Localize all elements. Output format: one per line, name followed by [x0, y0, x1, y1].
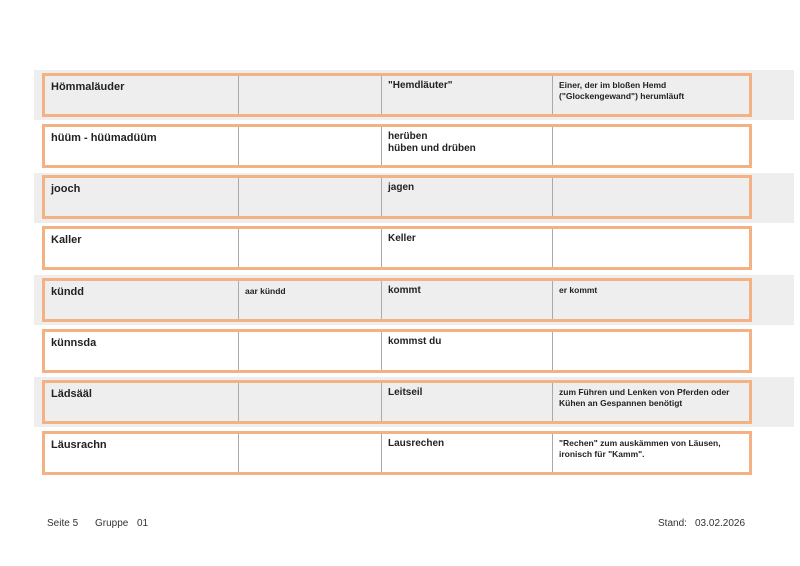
- word-cell: Kaller: [51, 234, 82, 246]
- group-label: Gruppe: [95, 518, 129, 529]
- table-row: [42, 73, 752, 117]
- form-cell: [238, 76, 381, 114]
- note-cell: [552, 229, 749, 267]
- table-row: [42, 124, 752, 168]
- meaning-cell: kommt: [381, 281, 552, 319]
- meaning-cell: Leitseil: [381, 383, 552, 421]
- meaning-cell: "Hemdläuter": [381, 76, 552, 114]
- page-number: Seite 5: [47, 518, 79, 529]
- word-cell: hüüm - hüümadüüm: [51, 132, 157, 144]
- table-row: [42, 329, 752, 373]
- word-cell: Hömmaläuder: [51, 81, 125, 93]
- date-label: Stand:: [658, 518, 687, 529]
- word-cell: Lädsääl: [51, 388, 92, 400]
- word-cell: jooch: [51, 183, 81, 195]
- table-row: [42, 380, 752, 424]
- meaning-cell: Keller: [381, 229, 552, 267]
- word-cell: kündd: [51, 286, 84, 298]
- date-value: 03.02.2026: [695, 518, 746, 529]
- group-value: 01: [137, 518, 149, 529]
- note-cell: "Rechen" zum auskämmen von Läusen, ironisch für "Kamm".: [552, 434, 749, 472]
- form-cell: [238, 332, 381, 370]
- form-cell: aar kündd: [238, 281, 381, 319]
- note-cell: [552, 178, 749, 216]
- note-cell: [552, 332, 749, 370]
- form-cell: [238, 434, 381, 472]
- meaning-cell: herüben hüben und drüben: [381, 127, 552, 165]
- note-cell: zum Führen und Lenken von Pferden oder Kühen an Gespannen benötigt: [552, 383, 749, 421]
- table-row: [42, 431, 752, 475]
- form-cell: [238, 229, 381, 267]
- note-cell: er kommt: [552, 281, 749, 319]
- table-row: [42, 226, 752, 270]
- form-cell: [238, 127, 381, 165]
- meaning-cell: Lausrechen: [381, 434, 552, 472]
- meaning-cell: jagen: [381, 178, 552, 216]
- meaning-cell: kommst du: [381, 332, 552, 370]
- table-row: [42, 175, 752, 219]
- word-cell: künnsda: [51, 337, 97, 349]
- note-cell: Einer, der im bloßen Hemd ("Glockengewand") herumläuft: [552, 76, 749, 114]
- table-row: [42, 278, 752, 322]
- note-cell: [552, 127, 749, 165]
- form-cell: [238, 383, 381, 421]
- word-cell: Läusrachn: [51, 439, 107, 451]
- form-cell: [238, 178, 381, 216]
